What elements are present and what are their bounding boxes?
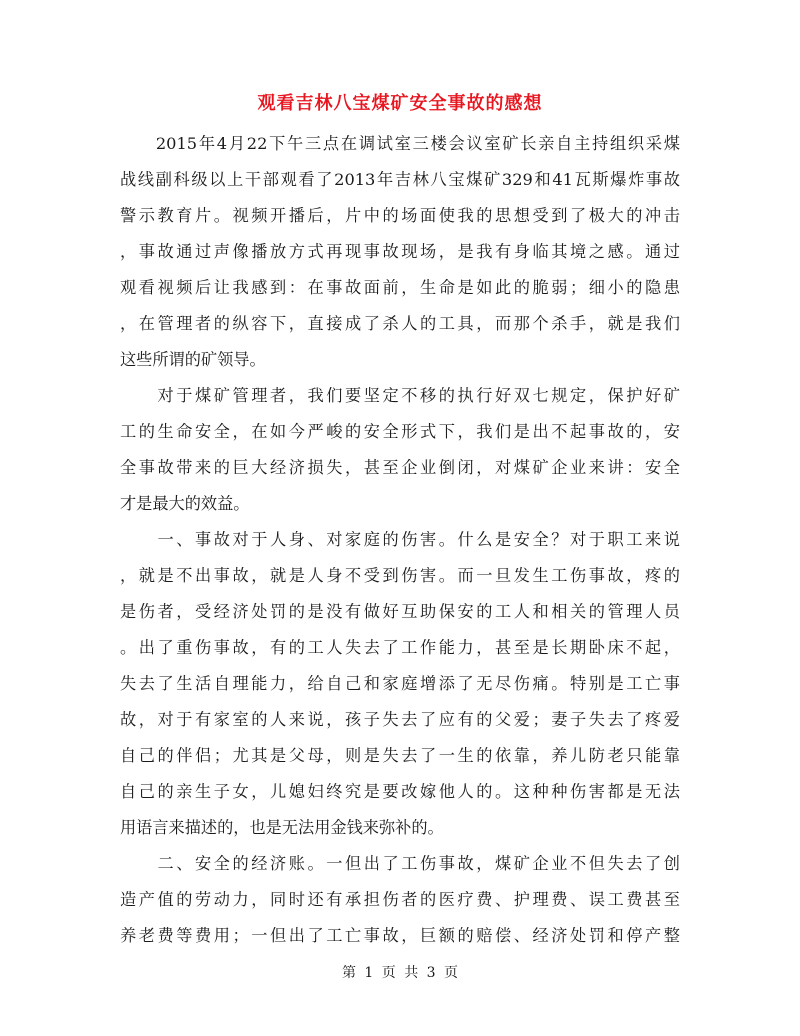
body-line: 二、安全的经济账。一但出了工伤事故，煤矿企业不但失去了创 bbox=[120, 854, 680, 873]
body-line: 用语言来描述的，也是无法用金钱来弥补的。 bbox=[120, 818, 444, 837]
body-line: 这些所谓的矿领导。 bbox=[120, 350, 266, 369]
body-line: 一、事故对于人身、对家庭的伤害。什么是安全？对于职工来说 bbox=[120, 530, 680, 549]
page-number-footer: 第 1 页 共 3 页 bbox=[341, 965, 459, 981]
body-line: 才是最大的效益。 bbox=[120, 494, 250, 513]
body-line: 是伤者，受经济处罚的是没有做好互助保安的工人和相关的管理人员 bbox=[120, 602, 680, 621]
body-line: 2015年4月22下午三点在调试室三楼会议室矿长亲自主持组织采煤 bbox=[120, 134, 680, 153]
body-line: 警示教育片。视频开播后，片中的场面使我的思想受到了极大的冲击 bbox=[120, 206, 680, 225]
body-line: 养老费等费用；一但出了工亡事故，巨额的赔偿、经济处罚和停产整 bbox=[120, 926, 680, 945]
body-line: 。出了重伤事故，有的工人失去了工作能力，甚至是长期卧床不起， bbox=[120, 638, 680, 657]
body-line: 自己的伴侣；尤其是父母，则是失去了一生的依靠，养儿防老只能靠 bbox=[120, 746, 680, 765]
body-line: ，在管理者的纵容下，直接成了杀人的工具，而那个杀手，就是我们 bbox=[120, 314, 680, 333]
body-line: 全事故带来的巨大经济损失，甚至企业倒闭，对煤矿企业来讲：安全 bbox=[120, 458, 680, 477]
body-line: 对于煤矿管理者，我们要坚定不移的执行好双七规定，保护好矿 bbox=[120, 386, 680, 405]
body-line: 自己的亲生子女，儿媳妇终究是要改嫁他人的。这种种伤害都是无法 bbox=[120, 782, 680, 801]
body-line: 失去了生活自理能力，给自己和家庭增添了无尽伤痛。特别是工亡事 bbox=[120, 674, 680, 693]
body-line: 工的生命安全，在如今严峻的安全形式下，我们是出不起事故的，安 bbox=[120, 422, 680, 441]
body-line: 造产值的劳动力，同时还有承担伤者的医疗费、护理费、误工费甚至 bbox=[120, 890, 680, 909]
body-line: ，就是不出事故，就是人身不受到伤害。而一旦发生工伤事故，疼的 bbox=[120, 566, 680, 585]
body-line: 战线副科级以上干部观看了2013年吉林八宝煤矿329和41瓦斯爆炸事故 bbox=[120, 170, 680, 189]
body-line: 故，对于有家室的人来说，孩子失去了应有的父爱；妻子失去了疼爱 bbox=[120, 710, 680, 729]
body-line: 观看视频后让我感到：在事故面前，生命是如此的脆弱；细小的隐患 bbox=[120, 278, 680, 297]
document-title: 观看吉林八宝煤矿安全事故的感想 bbox=[257, 93, 543, 114]
body-line: ，事故通过声像播放方式再现事故现场，是我有身临其境之感。通过 bbox=[120, 242, 680, 261]
